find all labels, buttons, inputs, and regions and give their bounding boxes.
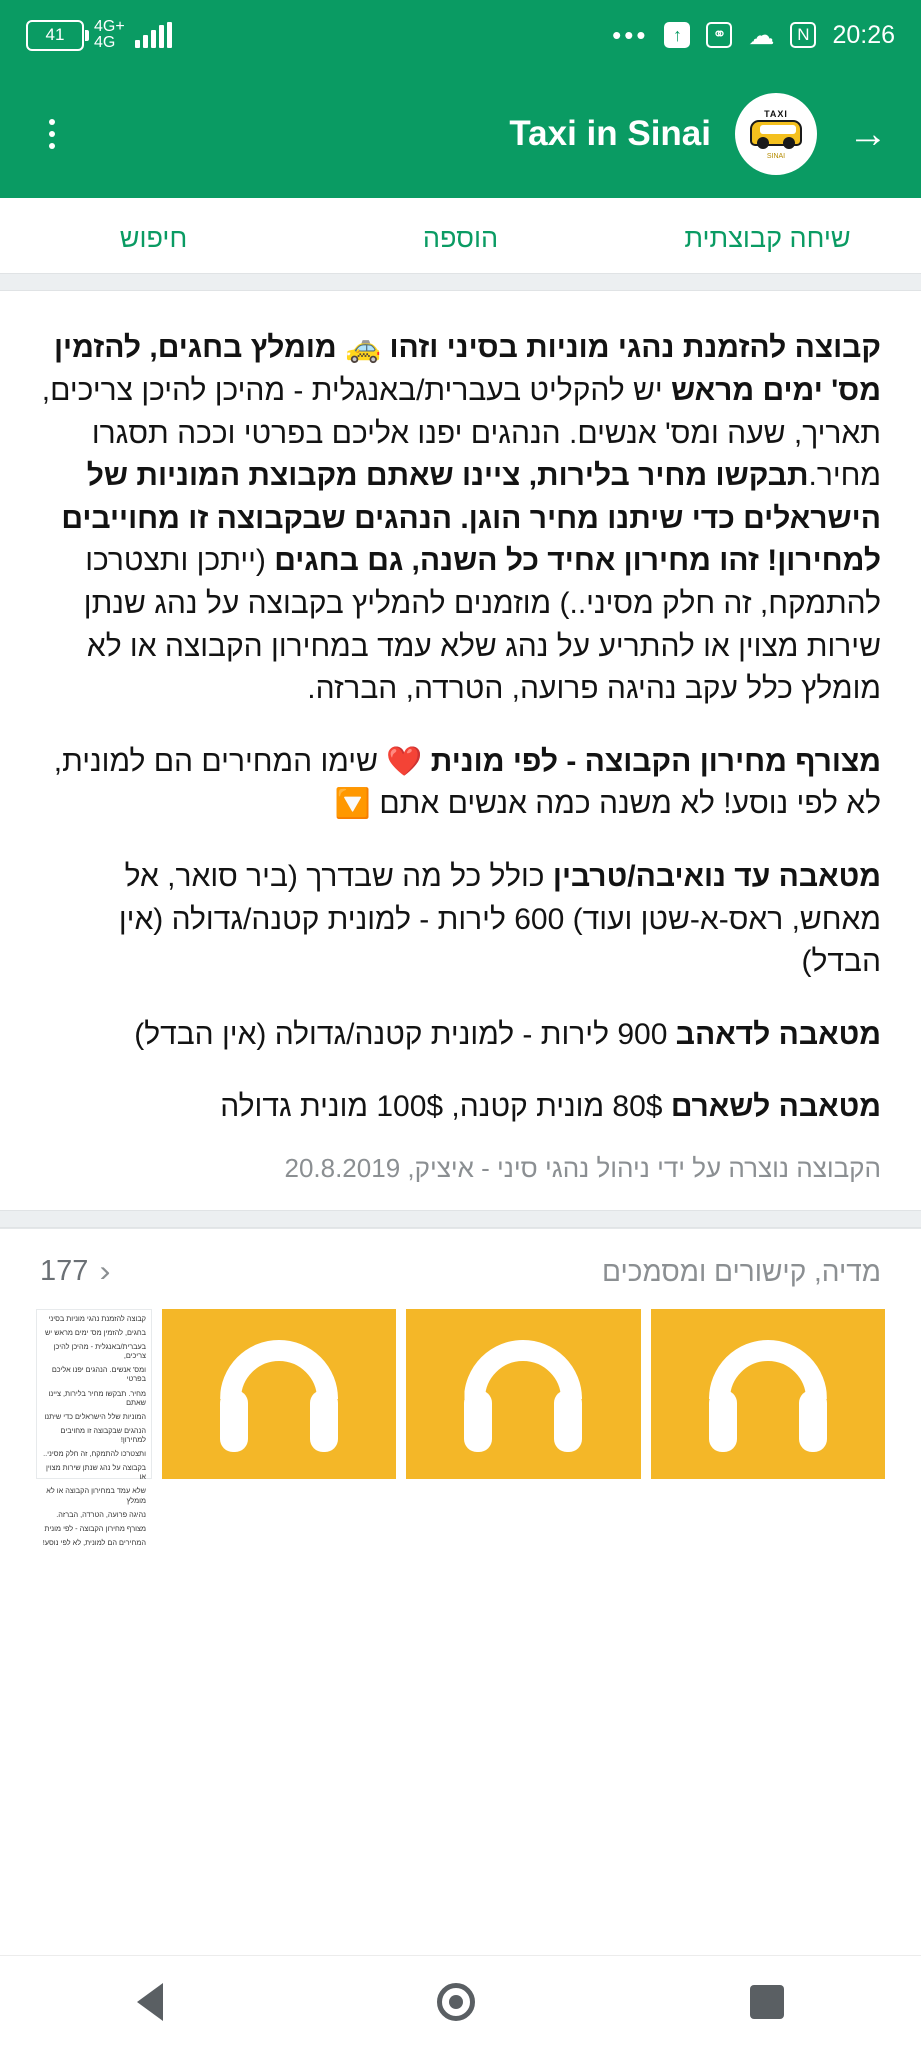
status-bar [0,0,921,70]
network-type-bottom: 4G [94,34,116,51]
description-paragraph-1 [40,327,881,710]
headphones-icon [709,1340,827,1448]
headphones-icon [220,1340,338,1448]
network-type-label [94,19,125,51]
cloud-icon: ☁ [748,19,775,50]
desc-text-1: יש להקליט בעברית/באנגלית - מהיכן להיכן צריכים, תאריך, שעה ומס' אנשים. הנהגים יפנו אליכם בפרטי וככה תסגרו מחיר. [41,374,881,493]
media-thumbnail-row [0,1309,921,1547]
media-thumb-audio-2[interactable] [406,1309,640,1479]
description-paragraph-2 [40,741,881,826]
price-route-3: מטאבה לשארם [670,1090,881,1124]
desc-bold-1: קבוצה להזמנת נהגי מוניות בסיני וזהו [381,331,881,365]
taxi-car-icon [750,120,802,146]
media-count: 177 [40,1255,89,1288]
media-section-header[interactable] [0,1228,921,1309]
price-line-1 [40,856,881,984]
thumb-line-11: מצורף מחירון הקבוצה - לפי מונית [44,1523,146,1533]
thumb-line-0: קבוצה להזמנת נהגי מוניות בסיני [48,1313,146,1323]
thumb-line-10: נהיגה פרועה, הטרדה, הברזה. [56,1509,146,1519]
section-divider-2 [0,1210,921,1228]
thumb-line-6: הנהגים שבקבוצה זו מחויבים למחירון! [60,1425,146,1445]
desc-text-4: המחירים הם למונית, לא לפי נוסע! לא משנה כמה אנשים אתם [53,744,881,821]
status-clock: 20:26 [832,20,895,49]
battery-level: 41 [45,25,65,44]
taxi-emoji-icon: 🚕 [345,332,382,365]
media-section-title: מדיה, קישורים ומסמכים [602,1255,881,1287]
thumb-line-3: ומס' אנשים. הנהגים יפנו אליכם בפרטי [51,1365,146,1384]
media-count-group[interactable] [40,1255,110,1289]
desc-bold-4: מצורף מחירון הקבוצה - לפי מונית [422,744,881,778]
tab-add[interactable]: הוספה [422,223,499,253]
tab-bar [0,198,921,273]
tab-search[interactable]: חיפוש [119,223,188,253]
upload-icon: ↑ [664,22,690,48]
price-route-1: מטאבה עד נואיבה/טרבין [552,859,881,893]
desc-text-3: שימו [320,744,387,778]
thumb-line-7: ותצטרכו להתמקח, זה חלק מסיני.. [43,1449,146,1459]
media-thumb-audio-3[interactable] [651,1309,885,1479]
price-line-3 [40,1086,881,1129]
share-icon: ⚭ [706,22,732,48]
overflow-menu-icon[interactable] [26,119,78,149]
tab-group-chat[interactable]: שיחה קבוצתית [684,223,851,253]
thumb-line-2: בעברית/באנגלית - מהיכן להיכן צריכים, [53,1342,146,1361]
app-bar [0,70,921,198]
system-navigation-bar [0,1955,921,2048]
thumb-line-1: בחגים, להזמין מס' ימים מראש יש [44,1328,146,1338]
avatar[interactable] [735,93,817,175]
status-bar-left [26,19,172,51]
avatar-bottom-text: SINAI [766,152,786,160]
back-nav-icon[interactable] [137,1983,163,2021]
thumb-line-8: בקבוצה על נהג שנתן שירות מצוין או [45,1463,146,1482]
avatar-top-text: TAXI [764,108,788,119]
price-detail-1: כולל כל מה שבדרך (ביר סואר, אל מאחש, ראס-א-שטן ועוד) 600 לירות - למונית קטנה/גדולה (אין הבדל) [118,859,881,979]
media-thumb-audio-1[interactable] [162,1309,396,1479]
thumb-line-4: מחיר. תבקשו מחיר בלירות, ציינו שאתם [48,1388,146,1407]
price-detail-3: 80$ מונית קטנה, 100$ מונית גדולה [220,1090,671,1124]
recents-nav-icon[interactable] [750,1985,784,2019]
more-notifications-icon: ••• [612,20,649,50]
thumb-line-12: המחירים הם למונית, לא לפי נוסע! [42,1537,146,1547]
desc-bold-3: תבקשו מחיר בלירות, ציינו שאתם מקבוצת המוניות של הישראלים כדי שיתנו מחיר הוגן. הנהגים שבקבוצה זו מחוייבים למחירון! זהו מחירון אחיד כל השנה, גם בחגים [61,459,881,578]
page-title: Taxi in Sinai [509,114,711,153]
down-arrow-emoji-icon: 🔽 [334,788,371,821]
heart-emoji-icon: ❤️ [386,745,423,778]
desc-text-2: (ייתכן ותצטרכו להתמקח, זה חלק מסיני..) מוזמנים להמליץ בקבוצה על נהג שנתן שירות מצוין או להתריע על נהג שלא עמד במחירון הקבוצה או לא מומלץ כלל עקב נהיגה פרועה, הטרדה, הברזה. [83,544,881,706]
chevron-left-icon: ‹ [99,1254,111,1288]
media-thumb-text-preview[interactable] [36,1309,152,1547]
nfc-icon: N [790,22,816,48]
group-description [0,291,921,1145]
battery-icon [26,20,84,51]
status-bar-right [612,20,895,51]
desc-bold-2: מומלץ בחגים, להזמין מס' ימים מראש [54,331,881,408]
thumb-line-9: שלא עמד במחירון הקבוצה או לא מומלץ [46,1486,146,1505]
home-nav-icon[interactable] [437,1983,475,2021]
headphones-icon [464,1340,582,1448]
price-route-2: מטאבה לדאהב [675,1017,881,1051]
price-line-2 [40,1014,881,1057]
taxi-logo-icon [740,98,812,170]
section-divider [0,273,921,291]
signal-bars-icon [135,22,172,48]
thumb-line-5: המוניות שלל הישראלים כדי שיתנו [44,1411,146,1421]
price-detail-2: 900 לירות - למונית קטנה/גדולה (אין הבדל) [134,1017,676,1051]
forward-arrow-icon[interactable]: → [848,112,888,156]
group-created-by: הקבוצה נוצרה על ידי ניהול נהגי סיני - איציק, 20.8.2019 [284,1152,881,1183]
network-type-top: 4G+ [94,18,125,35]
